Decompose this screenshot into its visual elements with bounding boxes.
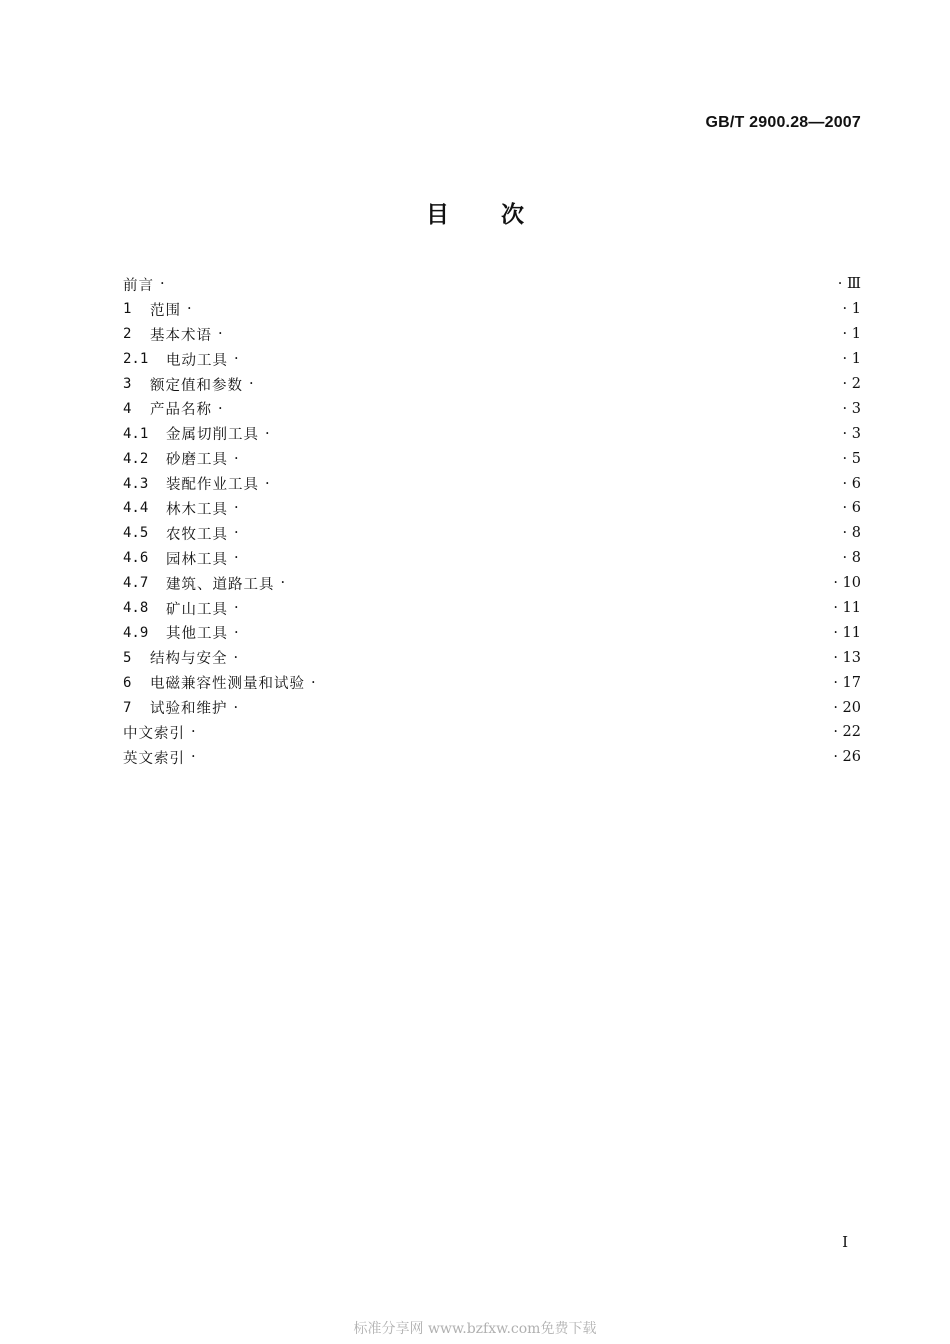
toc-entry[interactable] xyxy=(123,396,861,421)
toc-entry-page xyxy=(821,351,861,367)
toc-page-dot: · xyxy=(833,624,843,641)
toc-entry-number: 6 xyxy=(123,674,132,691)
page-title-char-1: 目 xyxy=(426,202,449,228)
toc-page-dot: · xyxy=(842,475,852,492)
toc-entry[interactable] xyxy=(123,645,861,670)
toc-leader-dot: · xyxy=(187,301,192,318)
toc-page-dot: · xyxy=(833,674,843,691)
toc-leader-dot: · xyxy=(265,475,270,492)
toc-page-number: 11 xyxy=(842,624,861,641)
toc-page-number: 17 xyxy=(842,674,861,691)
toc-entry-label: 装配作业工具 xyxy=(166,477,259,494)
toc-entry-number: 2.1 xyxy=(123,351,149,368)
toc-entry-label: 前言 xyxy=(123,277,154,294)
toc-entry-label: 结构与安全 xyxy=(150,651,228,668)
toc-entry[interactable] xyxy=(123,745,861,770)
toc-entry[interactable] xyxy=(123,620,861,645)
toc-entry-label: 试验和维护 xyxy=(150,701,228,718)
toc-leader-dot: · xyxy=(233,649,239,666)
toc-page-dot: · xyxy=(842,376,852,392)
standard-code: GB/T 2900.28—2007 xyxy=(705,114,861,131)
toc-page-number: 5 xyxy=(851,450,861,467)
toc-page-number: 13 xyxy=(842,649,861,666)
toc-leader-dot: · xyxy=(311,674,316,691)
toc-entry-page xyxy=(821,376,861,392)
toc-entry-page xyxy=(821,700,861,716)
toc-entry-label: 电动工具 xyxy=(166,352,228,369)
toc-entry[interactable] xyxy=(123,421,861,446)
toc-entry-label: 中文索引 xyxy=(123,725,185,742)
toc-entry[interactable] xyxy=(123,521,861,546)
toc-page-number: 6 xyxy=(851,500,861,517)
toc-entry-label: 农牧工具 xyxy=(166,526,228,543)
toc-entry-page xyxy=(821,476,861,492)
toc-entry-number: 3 xyxy=(123,376,132,392)
toc-entry-number: 4.8 xyxy=(123,600,149,617)
toc-page-dot: · xyxy=(833,600,843,617)
toc-entry-page xyxy=(821,724,861,740)
toc-entry-page xyxy=(821,525,861,541)
toc-entry[interactable] xyxy=(123,720,861,745)
toc-page-dot: · xyxy=(842,500,852,517)
toc-page-number: 3 xyxy=(851,425,861,442)
toc-entry-page xyxy=(821,326,861,342)
toc-page-number: 8 xyxy=(851,525,861,542)
toc-entry-number: 1 xyxy=(123,301,132,318)
page-title-char-2: 次 xyxy=(501,202,524,228)
toc-leader-dot: · xyxy=(218,326,223,343)
toc-entry-label: 建筑、道路工具 xyxy=(166,576,275,593)
toc-leader-dot: · xyxy=(233,699,239,716)
toc-entry-number: 5 xyxy=(123,649,132,666)
toc-page-number: 6 xyxy=(851,475,861,492)
toc-page-dot: · xyxy=(842,326,852,343)
toc-entry-label: 英文索引 xyxy=(123,750,185,767)
table-of-contents xyxy=(123,272,861,770)
toc-page-dot: · xyxy=(842,425,852,442)
toc-entry[interactable] xyxy=(123,471,861,496)
toc-entry-number: 4.9 xyxy=(123,624,149,641)
toc-entry-page xyxy=(821,625,861,641)
toc-page-dot: · xyxy=(837,276,848,293)
toc-leader-dot: · xyxy=(191,724,196,741)
toc-entry-number: 4.4 xyxy=(123,500,149,517)
toc-page-number: 26 xyxy=(842,749,861,766)
toc-page-dot: · xyxy=(842,301,852,318)
toc-entry-label: 产品名称 xyxy=(150,402,212,419)
toc-entry-label: 园林工具 xyxy=(166,551,228,568)
toc-page-dot: · xyxy=(833,724,843,741)
toc-page-number: 1 xyxy=(851,326,861,343)
toc-page-number: 10 xyxy=(842,575,861,592)
toc-entry[interactable] xyxy=(123,297,861,322)
page-number: I xyxy=(842,1233,848,1251)
toc-entry-label: 砂磨工具 xyxy=(166,452,228,469)
toc-page-number: 1 xyxy=(851,301,861,318)
toc-page-dot: · xyxy=(842,450,852,467)
toc-leader-dot: · xyxy=(280,575,286,592)
toc-entry-page xyxy=(821,451,861,467)
toc-entry-label: 范围 xyxy=(150,302,181,319)
toc-entry-page xyxy=(821,301,861,317)
toc-entry-number: 4.1 xyxy=(123,425,149,442)
toc-entry[interactable] xyxy=(123,571,861,596)
toc-entry-label: 金属切削工具 xyxy=(166,427,259,444)
toc-entry-page xyxy=(821,500,861,516)
toc-entry-number: 4.6 xyxy=(123,550,149,567)
toc-entry-label: 基本术语 xyxy=(150,327,212,344)
toc-page-number: 2 xyxy=(851,376,861,392)
toc-page-number: 3 xyxy=(851,400,861,417)
toc-page-dot: · xyxy=(833,699,843,716)
toc-entry-label: 电磁兼容性测量和试验 xyxy=(150,676,305,693)
toc-entry-number: 4.7 xyxy=(123,575,149,592)
toc-entry-number: 4.2 xyxy=(123,450,149,467)
toc-page-number: 8 xyxy=(851,550,861,567)
toc-page-dot: · xyxy=(833,749,843,766)
toc-leader-dot: · xyxy=(234,624,239,641)
toc-entry-page xyxy=(821,600,861,616)
toc-leader-dot: · xyxy=(191,749,196,766)
toc-entry-number: 4.5 xyxy=(123,525,149,542)
toc-entry-number: 4.3 xyxy=(123,475,149,492)
toc-entry-page xyxy=(821,401,861,417)
toc-entry-page xyxy=(821,276,861,292)
toc-leader-dot: · xyxy=(234,450,239,467)
toc-page-dot: · xyxy=(833,575,843,592)
toc-entry-number: 2 xyxy=(123,326,132,343)
toc-entry-label: 其他工具 xyxy=(166,626,228,643)
toc-entry-page xyxy=(821,650,861,666)
toc-page-number: 1 xyxy=(851,351,861,368)
toc-entry-label: 林木工具 xyxy=(166,501,228,518)
toc-page-dot: · xyxy=(842,400,852,417)
toc-entry[interactable] xyxy=(123,596,861,621)
toc-entry-page xyxy=(821,426,861,442)
toc-leader-dot: · xyxy=(160,276,165,293)
toc-entry[interactable] xyxy=(123,322,861,347)
toc-entry-label: 矿山工具 xyxy=(166,601,228,618)
toc-page-dot: · xyxy=(842,351,852,368)
toc-page-number: 22 xyxy=(842,724,861,741)
toc-entry[interactable] xyxy=(123,695,861,720)
toc-entry[interactable] xyxy=(123,670,861,695)
toc-page-number: Ⅲ xyxy=(847,276,861,293)
toc-leader-dot: · xyxy=(234,525,239,542)
toc-entry[interactable] xyxy=(123,446,861,471)
toc-entry[interactable] xyxy=(123,272,861,297)
toc-entry-page xyxy=(821,675,861,691)
toc-entry[interactable] xyxy=(123,347,861,372)
toc-leader-dot: · xyxy=(265,425,270,442)
toc-entry-page xyxy=(821,575,861,591)
toc-leader-dot: · xyxy=(234,351,239,368)
toc-entry-label: 额定值和参数 xyxy=(150,377,243,394)
toc-page-number: 20 xyxy=(842,699,861,716)
toc-entry[interactable] xyxy=(123,546,861,571)
toc-leader-dot: · xyxy=(234,550,239,567)
toc-entry[interactable] xyxy=(123,496,861,521)
toc-entry[interactable] xyxy=(123,372,861,397)
toc-leader-dot: · xyxy=(218,400,223,417)
toc-leader-dot: · xyxy=(234,500,239,517)
toc-entry-number: 4 xyxy=(123,400,132,417)
toc-leader-dot: · xyxy=(249,376,254,392)
toc-page-number: 11 xyxy=(842,600,861,617)
watermark-text: 标准分享网 www.bzfxw.com免费下载 xyxy=(353,1321,597,1337)
toc-entry-page xyxy=(821,749,861,765)
toc-page-dot: · xyxy=(833,649,843,666)
toc-page-dot: · xyxy=(842,550,852,567)
toc-leader-dot: · xyxy=(234,600,239,617)
toc-entry-page xyxy=(821,550,861,566)
page-title xyxy=(0,196,950,229)
toc-entry-number: 7 xyxy=(123,699,132,716)
toc-page-dot: · xyxy=(842,525,852,542)
